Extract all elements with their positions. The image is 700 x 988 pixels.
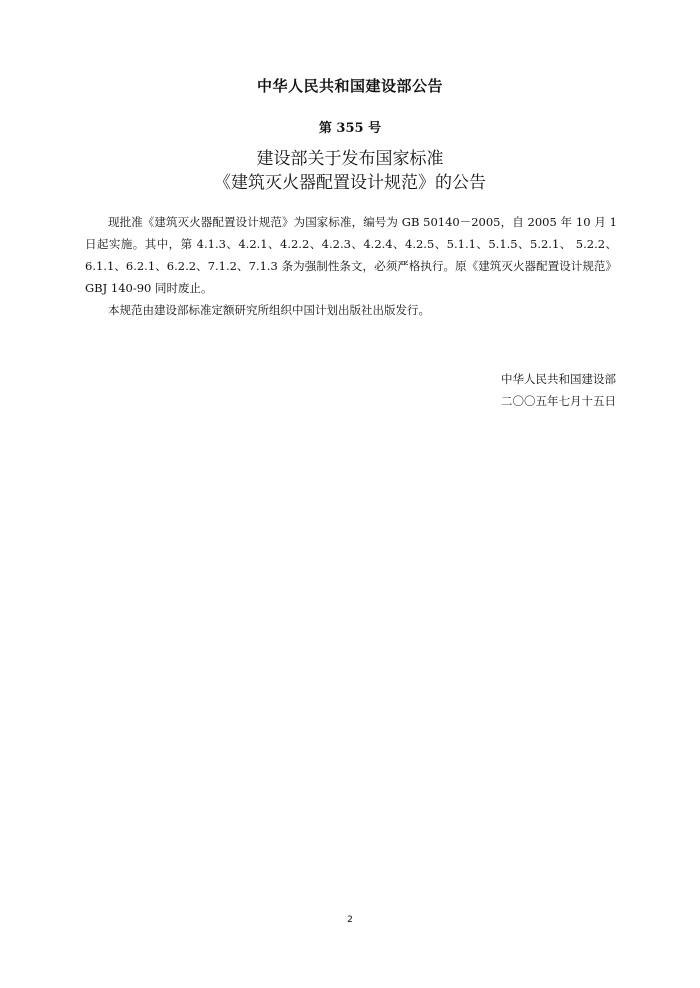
announcement-title-line-2: 《建筑灭火器配置设计规范》的公告 xyxy=(214,173,486,193)
signature-date: 二〇〇五年七月十五日 xyxy=(501,394,616,408)
announcement-title-line-1: 建设部关于发布国家标准 xyxy=(256,149,444,169)
issuer-heading: 中华人民共和国建设部公告 xyxy=(256,77,443,95)
signature-organization: 中华人民共和国建设部 xyxy=(501,372,616,386)
announcement-body xyxy=(85,211,617,321)
body-paragraph-2: 本规范由建设部标准定额研究所组织中国计划出版社出版发行。 xyxy=(108,303,430,317)
announcement-title xyxy=(0,147,700,195)
signature-block xyxy=(501,368,616,412)
body-paragraph-1: 现批准《建筑灭火器配置设计规范》为国家标准，编号为 GB 50140－2005，自 2005 年 10 月 1 日起实施。其中，第 4.1.3、4.2.1、4.2.2、4.2.3、4.2.4、4.2.5、5.1.1、5.1.5、5.2.1、 5.2.2、6.1.1、6.2.1、6.2.2、7.1.2、7.1.3 条为强制性条文，必须严格执行。原《建筑灭火器配置设计规范》GBJ 140-90 同时废止。 xyxy=(85,215,617,295)
announcement-number: 第 355 号 xyxy=(318,121,382,136)
page-number: 2 xyxy=(347,915,353,925)
